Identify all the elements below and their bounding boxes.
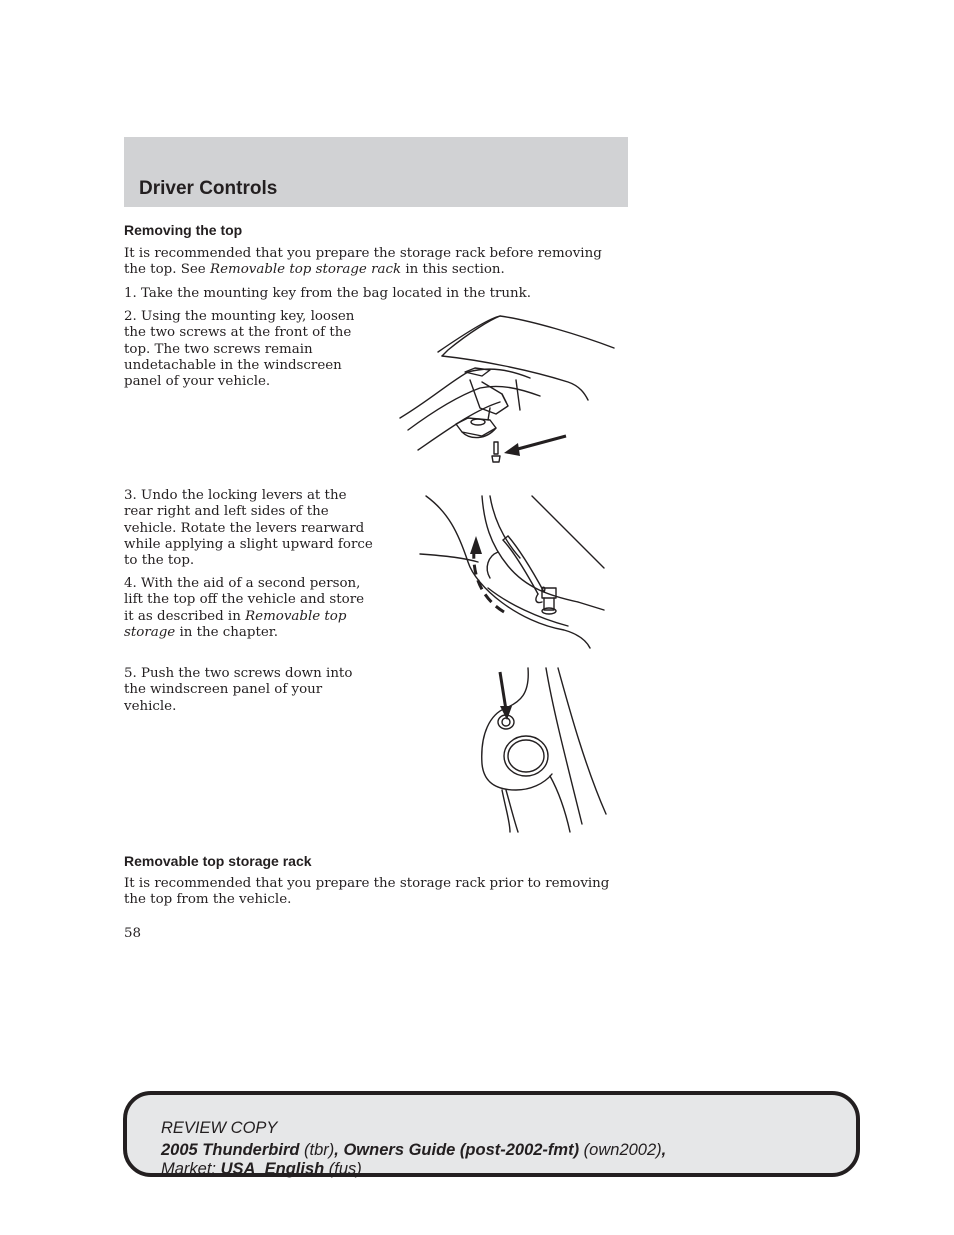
locking-lever-illustration bbox=[418, 492, 608, 652]
figure-push-screws bbox=[470, 664, 610, 834]
storage-rack-text: It is recommended that you prepare the storage rack prior to removing the top from the vehicle. bbox=[124, 876, 610, 908]
storage-rack-reference: Removable top storage rack bbox=[210, 262, 402, 278]
step-5: 5. Push the two screws down into the windscreen panel of your vehicle. bbox=[124, 666, 353, 714]
step-1: 1. Take the mounting key from the bag located in the trunk. bbox=[124, 286, 532, 301]
step-3: 3. Undo the locking levers at the rear right and left sides of the vehicle. Rotate the levers rearward while applying a slight upward force to the top. bbox=[124, 488, 373, 569]
front-screws-illustration bbox=[390, 310, 620, 470]
figure-locking-lever bbox=[418, 492, 608, 652]
review-copy-label: REVIEW COPY bbox=[161, 1119, 278, 1137]
removing-top-heading: Removing the top bbox=[124, 222, 243, 238]
section-title: Driver Controls bbox=[139, 178, 278, 199]
storage-rack-heading: Removable top storage rack bbox=[124, 853, 312, 869]
push-screws-illustration bbox=[470, 664, 610, 834]
step-4: 4. With the aid of a second person, lift the top off the vehicle and store it as described in Removable top storage in the chapter. bbox=[124, 576, 365, 640]
removing-top-intro: It is recommended that you prepare the storage rack before removing the top. See Removable top storage rack in this section. bbox=[124, 246, 602, 278]
down-arrow-icon bbox=[500, 672, 512, 720]
document-info-line: 2005 Thunderbird (tbr), Owners Guide (post-2002-fmt) (own2002), bbox=[161, 1141, 667, 1159]
step-2: 2. Using the mounting key, loosen the two screws at the front of the top. The two screws remain undetachable in the windscreen panel of your vehicle. bbox=[124, 309, 355, 390]
page-number: 58 bbox=[124, 926, 142, 941]
figure-front-screws bbox=[390, 310, 620, 470]
market-line: Market: USA_English (fus) bbox=[161, 1160, 362, 1178]
arrow-icon bbox=[504, 436, 566, 456]
top-storage-reference: Removable top storage bbox=[124, 608, 347, 640]
